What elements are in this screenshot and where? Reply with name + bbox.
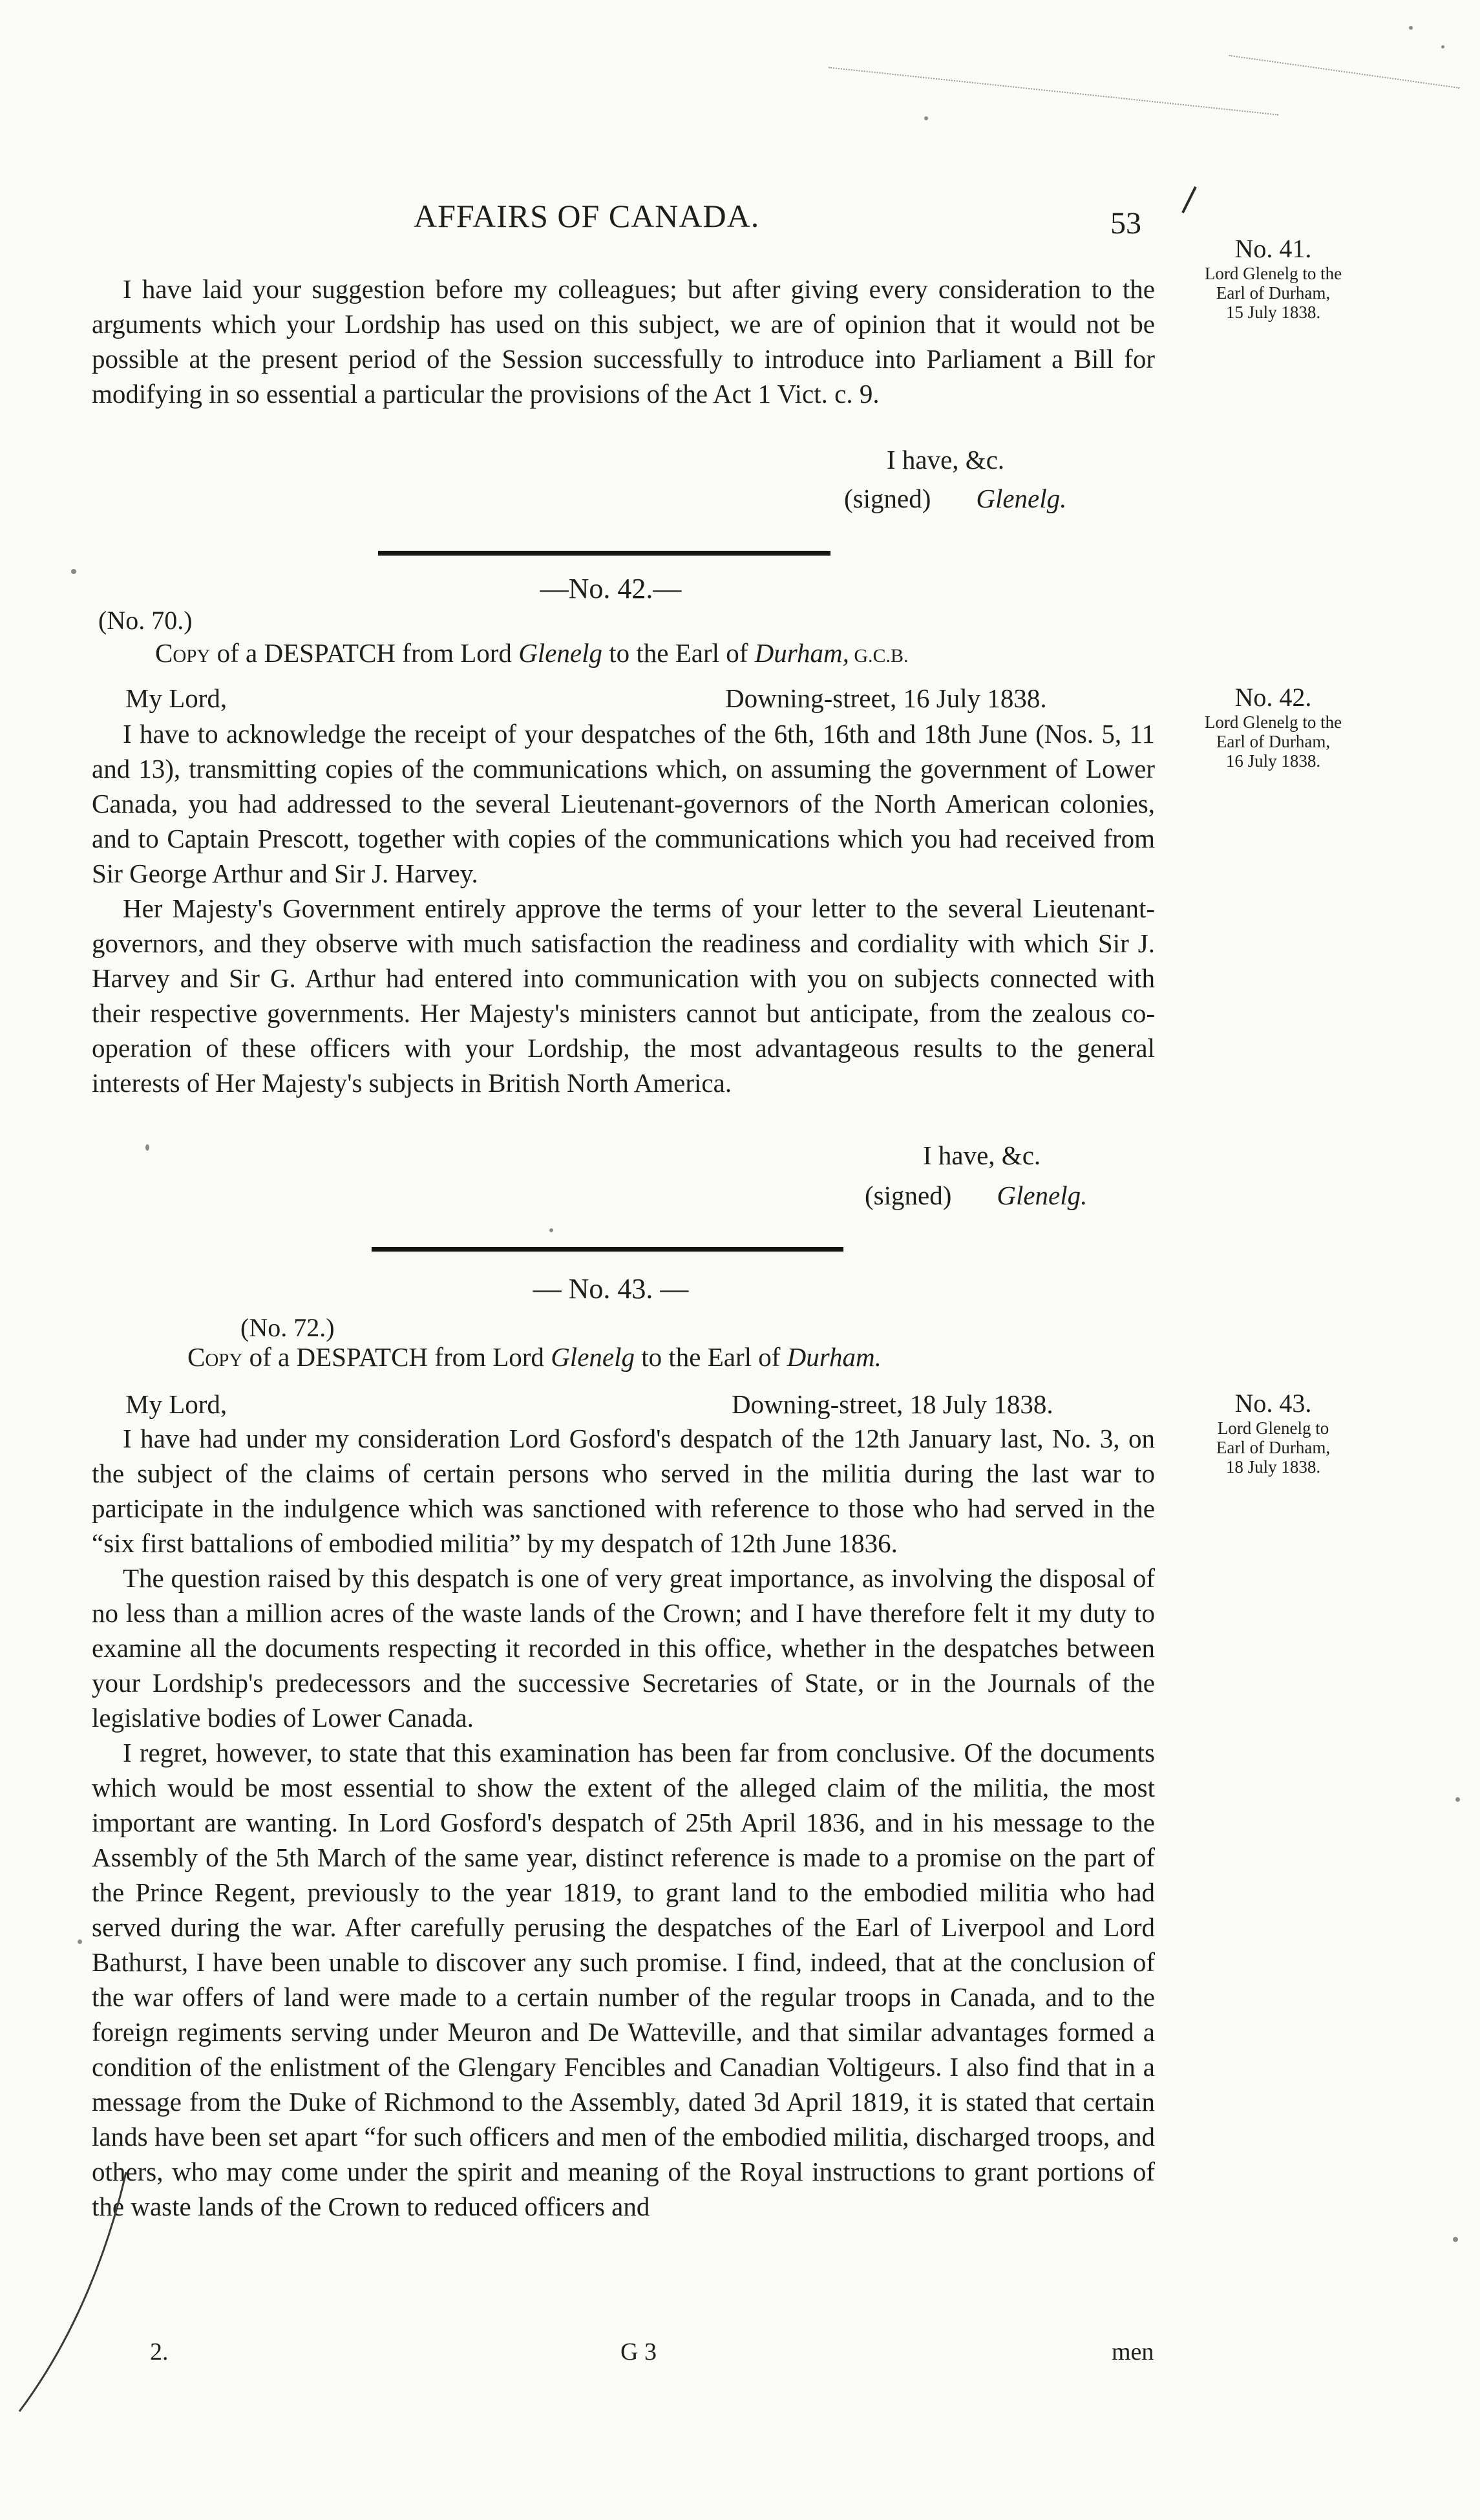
section-heading: —No. 42.— bbox=[540, 573, 682, 604]
reference-number: (No. 70.) bbox=[98, 606, 193, 635]
section-heading: — No. 43. — bbox=[533, 1273, 689, 1305]
doc42-body bbox=[92, 716, 1155, 1100]
footer-number: 2. bbox=[150, 2338, 169, 2365]
margin-note-line: Earl of Durham, bbox=[1216, 283, 1331, 303]
doc43-body bbox=[92, 1421, 1155, 2224]
scan-artifact bbox=[78, 1939, 82, 1944]
paragraph: I have had under my consideration Lord Gosford's despatch of the 12th January last, No. 3, on the subject of the claims of certain persons who served in the militia during the last war to participate in the indulgence which was sanctioned with reference to those who had served in the “six first battalions of embodied militia” by my despatch of 12th June 1836. bbox=[92, 1424, 1155, 1558]
signed-label: (signed) bbox=[865, 1180, 952, 1210]
place-date: Downing-street, 16 July 1838. bbox=[725, 683, 1047, 713]
margin-note-line: Earl of Durham, bbox=[1216, 1438, 1331, 1457]
place-date: Downing-street, 18 July 1838. bbox=[732, 1389, 1053, 1419]
pencil-tick bbox=[1176, 184, 1202, 217]
margin-note-number: No. 43. bbox=[1234, 1389, 1312, 1418]
signature-line bbox=[844, 481, 1066, 516]
reference-number: (No. 72.) bbox=[240, 1313, 335, 1342]
salutation: My Lord, bbox=[125, 1389, 227, 1419]
caption-text: to the Earl of bbox=[602, 638, 755, 668]
closing: I have, &c. bbox=[923, 1140, 1041, 1170]
caption-from: Glenelg bbox=[518, 638, 602, 668]
margin-note-line: 16 July 1838. bbox=[1225, 751, 1321, 771]
margin-note-41 bbox=[1176, 234, 1370, 322]
scan-artifact bbox=[1409, 26, 1413, 30]
salutation: My Lord, bbox=[125, 683, 227, 713]
page-number: 53 bbox=[1110, 206, 1141, 240]
scan-artifact bbox=[145, 1144, 149, 1151]
caption-text: of a DESPATCH from Lord bbox=[210, 638, 519, 668]
scan-artifact bbox=[549, 1228, 553, 1232]
signature: Glenelg. bbox=[976, 484, 1067, 513]
margin-note-line: Lord Glenelg to the bbox=[1204, 264, 1342, 283]
caption-suffix: G.C.B. bbox=[849, 645, 909, 667]
scan-artifact bbox=[1229, 55, 1460, 89]
margin-note-line: 15 July 1838. bbox=[1225, 303, 1321, 322]
signed-label: (signed) bbox=[844, 484, 931, 513]
caption-to: Durham, bbox=[754, 638, 849, 668]
signature-mark: G 3 bbox=[620, 2338, 657, 2365]
section-rule bbox=[372, 1247, 843, 1252]
margin-note-42 bbox=[1176, 683, 1370, 771]
caption-to: Durham. bbox=[787, 1342, 882, 1372]
section-rule bbox=[378, 551, 830, 556]
pencil-stroke bbox=[13, 2166, 142, 2424]
margin-note-number: No. 41. bbox=[1234, 234, 1312, 263]
scan-artifact bbox=[1453, 2237, 1458, 2242]
margin-note-line: Lord Glenelg to bbox=[1217, 1418, 1329, 1438]
caption-copy: Copy bbox=[187, 1342, 243, 1372]
caption-text: of a DESPATCH from Lord bbox=[242, 1342, 551, 1372]
scan-artifact bbox=[71, 569, 76, 574]
paragraph: I have laid your suggestion before my colleagues; but after giving every consideration to the arguments which your Lordship has used on this subject, we are of opinion that it would not be possible at the present period of the Session successfully to introduce into Parliament a Bill for modifying in so essential a particular the provisions of the Act 1 Vict. c. 9. bbox=[92, 274, 1155, 409]
margin-note-number: No. 42. bbox=[1234, 683, 1312, 712]
doc41-body bbox=[92, 272, 1155, 411]
caption-from: Glenelg bbox=[551, 1342, 635, 1372]
signature: Glenelg. bbox=[997, 1180, 1088, 1210]
caption-text: to the Earl of bbox=[634, 1342, 787, 1372]
scan-artifact bbox=[1455, 1797, 1460, 1802]
despatch-caption bbox=[155, 635, 909, 674]
paragraph: The question raised by this despatch is one of very great importance, as involving the disposal of no less than a million acres of the waste lands of the Crown; and I have therefore felt it my duty to examine all the documents respecting it recorded in this office, whether in the despatches between your Lordship's predecessors and the successive Secretaries of State, or in the Journals of the legislative bodies of Lower Canada. bbox=[92, 1563, 1155, 1733]
margin-note-line: Lord Glenelg to the bbox=[1204, 712, 1342, 732]
closing: I have, &c. bbox=[887, 445, 1005, 475]
margin-note-line: 18 July 1838. bbox=[1225, 1457, 1321, 1477]
paragraph: I regret, however, to state that this examination has been far from conclusive. Of the documents which would be most essential to show the extent of the alleged claim of the militia, the most important are wanting. In Lord Gosford's despatch of 25th April 1836, and in his message to the Assembly of the 5th March of the same year, distinct reference is made to a promise on the part of the Prince Regent, previously to the year 1819, to grant land to the embodied militia who had served during the war. After carefully perusing the despatches of the Earl of Liverpool and Lord Bathurst, I have been unable to discover any such promise. I find, indeed, that at the conclusion of the war offers of land were made to a certain number of the regular troops in Canada, and to the foreign regiments serving under Meuron and De Watteville, and that similar advantages formed a condition of the enlistment of the Glengary Fencibles and Canadian Voltigeurs. I also find that in a message from the Duke of Richmond to the Assembly, dated 3d April 1819, it is stated that certain lands have been set apart “for such officers and men of the embodied militia, discharged troops, and others, who may come under the spirit and meaning of the Royal instructions to grant portions of the waste lands of the Crown to reduced officers and bbox=[92, 1738, 1155, 2221]
catchword: men bbox=[1112, 2338, 1154, 2365]
running-title: AFFAIRS OF CANADA. bbox=[414, 198, 760, 234]
margin-note-43 bbox=[1176, 1389, 1370, 1477]
paragraph: I have to acknowledge the receipt of your despatches of the 6th, 16th and 18th June (Nos. 5, 11 and 13), transmitting copies of the communications which, on assuming the government of Lower Canada, you had addressed to the several Lieutenant-governors of the North American colonies, and to Captain Prescott, together with copies of the communications which you had received from Sir George Arthur and Sir J. Harvey. bbox=[92, 719, 1155, 888]
scan-artifact bbox=[924, 116, 928, 120]
despatch-caption bbox=[187, 1340, 882, 1374]
margin-note-line: Earl of Durham, bbox=[1216, 732, 1331, 751]
caption-copy: Copy bbox=[155, 638, 211, 668]
scan-artifact bbox=[829, 67, 1278, 115]
scan-artifact bbox=[1441, 45, 1444, 48]
signature-line bbox=[865, 1178, 1087, 1213]
paragraph: Her Majesty's Government entirely approve the terms of your letter to the several Lieutenant-governors, and they observe with much satisfaction the readiness and cordiality with which Sir J. Harvey and Sir G. Arthur had entered into communication with you on subjects connected with their respective governments. Her Majesty's ministers cannot but anticipate, from the zealous co-operation of these officers with your Lordship, the most advantageous results to the general interests of Her Majesty's subjects in British North America. bbox=[92, 893, 1155, 1098]
